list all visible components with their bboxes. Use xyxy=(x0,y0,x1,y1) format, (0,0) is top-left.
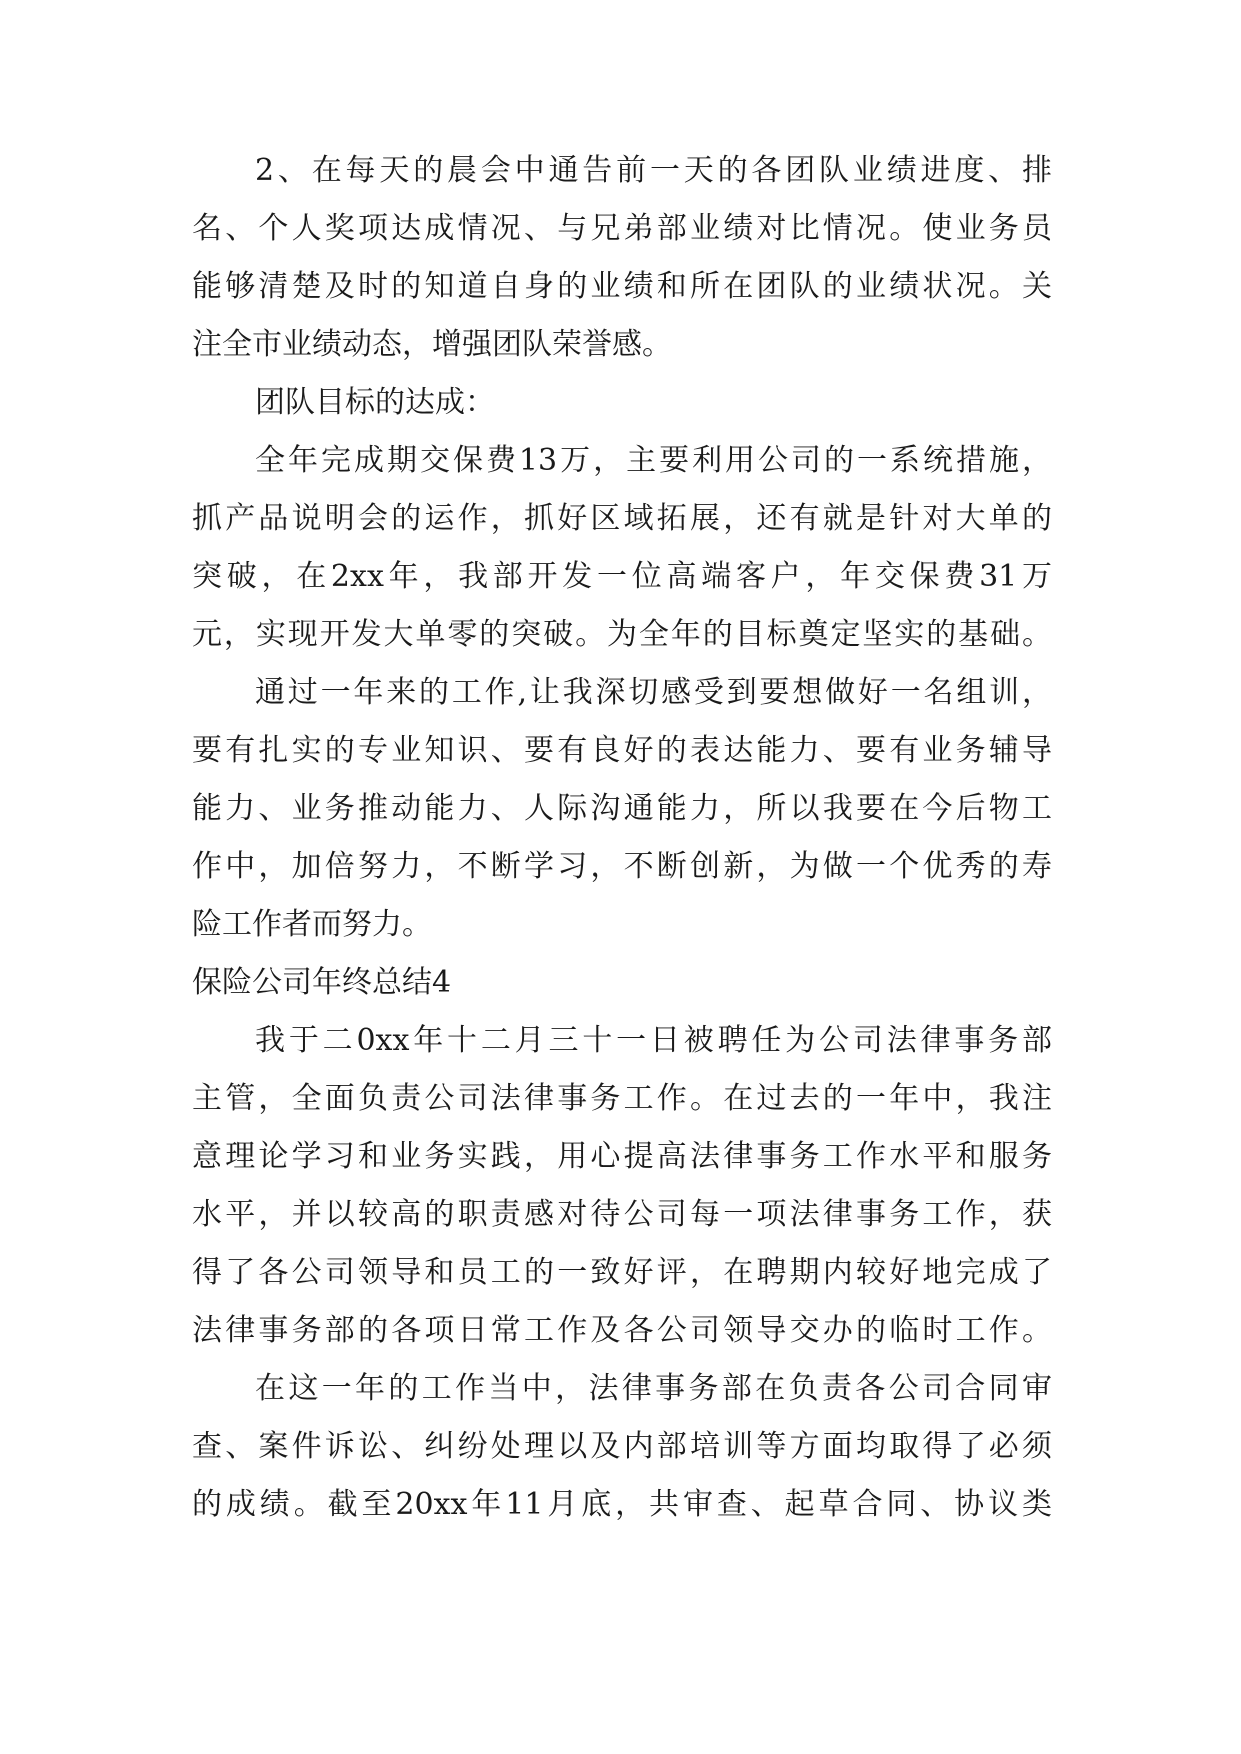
paragraph-line: 主管，全面负责公司法律事务工作。在过去的一年中，我注 xyxy=(192,1081,1052,1116)
paragraph-line: 水平，并以较高的职责感对待公司每一项法律事务工作，获 xyxy=(192,1197,1052,1232)
paragraph-line: 要有扎实的专业知识、要有良好的表达能力、要有业务辅导 xyxy=(192,733,1052,768)
paragraph-line: 意理论学习和业务实践，用心提高法律事务工作水平和服务 xyxy=(192,1139,1052,1174)
paragraph-line: 名、个人奖项达成情况、与兄弟部业绩对比情况。使业务员 xyxy=(192,211,1052,246)
paragraph-line: 能力、业务推动能力、人际沟通能力，所以我要在今后物工 xyxy=(192,791,1052,826)
paragraph-line: 作中，加倍努力，不断学习，不断创新，为做一个优秀的寿 xyxy=(192,849,1052,884)
paragraph-line: 查、案件诉讼、纠纷处理以及内部培训等方面均取得了必须 xyxy=(192,1429,1052,1464)
paragraph-line: 2、在每天的晨会中通告前一天的各团队业绩进度、排 xyxy=(255,153,1052,188)
paragraph-line: 全年完成期交保费13万，主要利用公司的一系统措施， xyxy=(255,443,1052,478)
paragraph-line: 通过一年来的工作,让我深切感受到要想做好一名组训， xyxy=(255,675,1052,710)
paragraph-line: 突破，在2xx年，我部开发一位高端客户，年交保费31万 xyxy=(192,559,1052,594)
paragraph-line: 能够清楚及时的知道自身的业绩和所在团队的业绩状况。关 xyxy=(192,269,1052,304)
paragraph-line: 的成绩。截至20xx年11月底，共审查、起草合同、协议类 xyxy=(192,1487,1052,1522)
paragraph-line: 得了各公司领导和员工的一致好评，在聘期内较好地完成了 xyxy=(192,1255,1052,1290)
paragraph-line: 元，实现开发大单零的突破。为全年的目标奠定坚实的基础。 xyxy=(192,617,1052,652)
paragraph-line: 在这一年的工作当中，法律事务部在负责各公司合同审 xyxy=(255,1371,1052,1406)
paragraph-line: 注全市业绩动态，增强团队荣誉感。 xyxy=(192,327,672,362)
paragraph-line: 我于二0xx年十二月三十一日被聘任为公司法律事务部 xyxy=(255,1023,1052,1058)
section-heading: 保险公司年终总结4 xyxy=(192,965,452,1000)
paragraph-line: 抓产品说明会的运作，抓好区域拓展，还有就是针对大单的 xyxy=(192,501,1052,536)
paragraph-line: 法律事务部的各项日常工作及各公司领导交办的临时工作。 xyxy=(192,1313,1052,1348)
paragraph-line: 险工作者而努力。 xyxy=(192,907,432,942)
section-label: 团队目标的达成： xyxy=(255,385,495,420)
